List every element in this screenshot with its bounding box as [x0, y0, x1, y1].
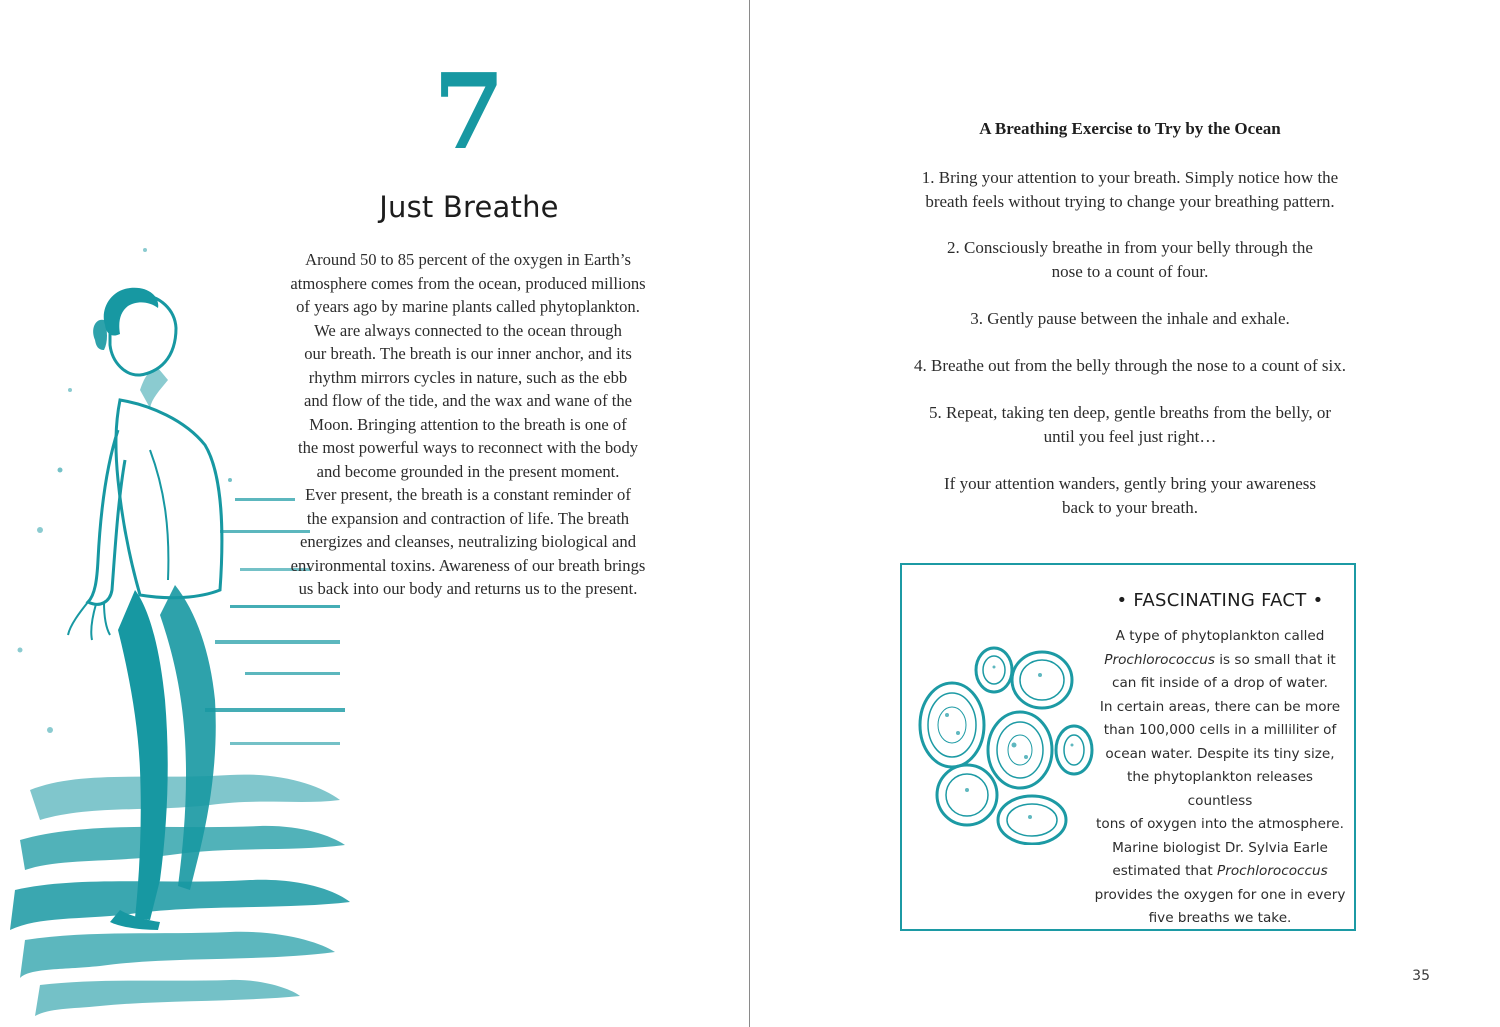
fact-line: tons of oxygen into the atmosphere. [1096, 816, 1344, 832]
body-line: energizes and cleanses, neutralizing biological and [299, 532, 637, 551]
step-line: 1. Bring your attention to your breath. Simply notice how the [921, 168, 1339, 187]
body-line: atmosphere comes from the ocean, produced millions [290, 273, 646, 293]
chapter-number: 7 [432, 50, 506, 173]
step-line: 3. Gently pause between the inhale and exhale. [970, 309, 1290, 328]
fact-italic-term: Prochlorococcus [1217, 863, 1328, 879]
fact-line: five breaths we take. [1148, 910, 1292, 926]
fact-line: In certain areas, there can be more [1099, 698, 1341, 715]
chapter-body-text [268, 248, 668, 601]
fact-line: A type of phytoplankton called [1115, 628, 1325, 644]
fact-line: the phytoplankton releases countless [1126, 769, 1314, 809]
fact-line-lead: estimated that [1112, 863, 1218, 879]
step-line: nose to a count of four. [1051, 261, 1209, 281]
step-line: 5. Repeat, taking ten deep, gentle breaths from the belly, or [928, 403, 1332, 422]
fact-italic-term: Prochlorococcus [1104, 651, 1215, 668]
exercise-title: A Breathing Exercise to Try by the Ocean [979, 119, 1281, 138]
fact-line: can fit inside of a drop of water. [1111, 675, 1328, 691]
body-line: Moon. Bringing attention to the breath is one of [309, 414, 627, 434]
exercise-step [880, 166, 1380, 213]
fact-line [1094, 860, 1346, 884]
step-line: breath feels without trying to change your breathing pattern. [925, 191, 1335, 211]
fact-line: Marine biologist Dr. Sylvia Earle [1112, 839, 1328, 856]
fact-line: provides the oxygen for one in every [1094, 886, 1346, 903]
body-line: us back into our body and returns us to the present. [298, 579, 638, 598]
fact-line: than 100,000 cells in a milliliter of [1103, 722, 1337, 738]
body-line: the expansion and contraction of life. The breath [306, 508, 630, 528]
step-line: back to your breath. [1062, 497, 1198, 517]
body-line: and become grounded in the present moment. [316, 461, 620, 481]
right-page [750, 0, 1500, 1027]
chapter-title: Just Breathe [379, 190, 559, 224]
fascinating-fact-box [900, 563, 1356, 931]
step-line: If your attention wanders, gently bring your awareness [944, 474, 1316, 493]
exercise-step [880, 236, 1380, 283]
left-page [0, 0, 749, 1027]
exercise-note [880, 472, 1380, 519]
step-line: 2. Consciously breathe in from your belly through the [947, 238, 1313, 257]
page-number: 35 [1412, 968, 1430, 984]
body-line: our breath. The breath is our inner anchor, and its [304, 344, 632, 363]
step-line: 4. Breathe out from the belly through the nose to a count of six. [914, 356, 1346, 375]
body-line: We are always connected to the ocean through [314, 320, 622, 340]
body-line: rhythm mirrors cycles in nature, such as the ebb [308, 367, 628, 387]
step-line: until you feel just right… [1043, 426, 1217, 446]
exercise-step [880, 401, 1380, 448]
body-line: the most powerful ways to reconnect with the body [297, 438, 639, 457]
fact-heading: • FASCINATING FACT • [1116, 590, 1324, 611]
fact-line-rest: is so small that it [1214, 651, 1336, 668]
phytoplankton-cells-illustration [912, 645, 1102, 845]
fact-text [1094, 625, 1346, 931]
fact-line: ocean water. Despite its tiny size, [1105, 745, 1335, 762]
exercise-step [880, 354, 1380, 378]
exercise-step [880, 307, 1380, 331]
body-line: and flow of the tide, and the wax and wane of the [303, 391, 633, 410]
body-line: environmental toxins. Awareness of our breath brings [290, 555, 646, 575]
body-line: Around 50 to 85 percent of the oxygen in Earth’s [305, 250, 631, 269]
fact-line [1094, 649, 1346, 673]
body-line: of years ago by marine plants called phytoplankton. [296, 297, 640, 316]
body-line: Ever present, the breath is a constant reminder of [305, 485, 631, 504]
